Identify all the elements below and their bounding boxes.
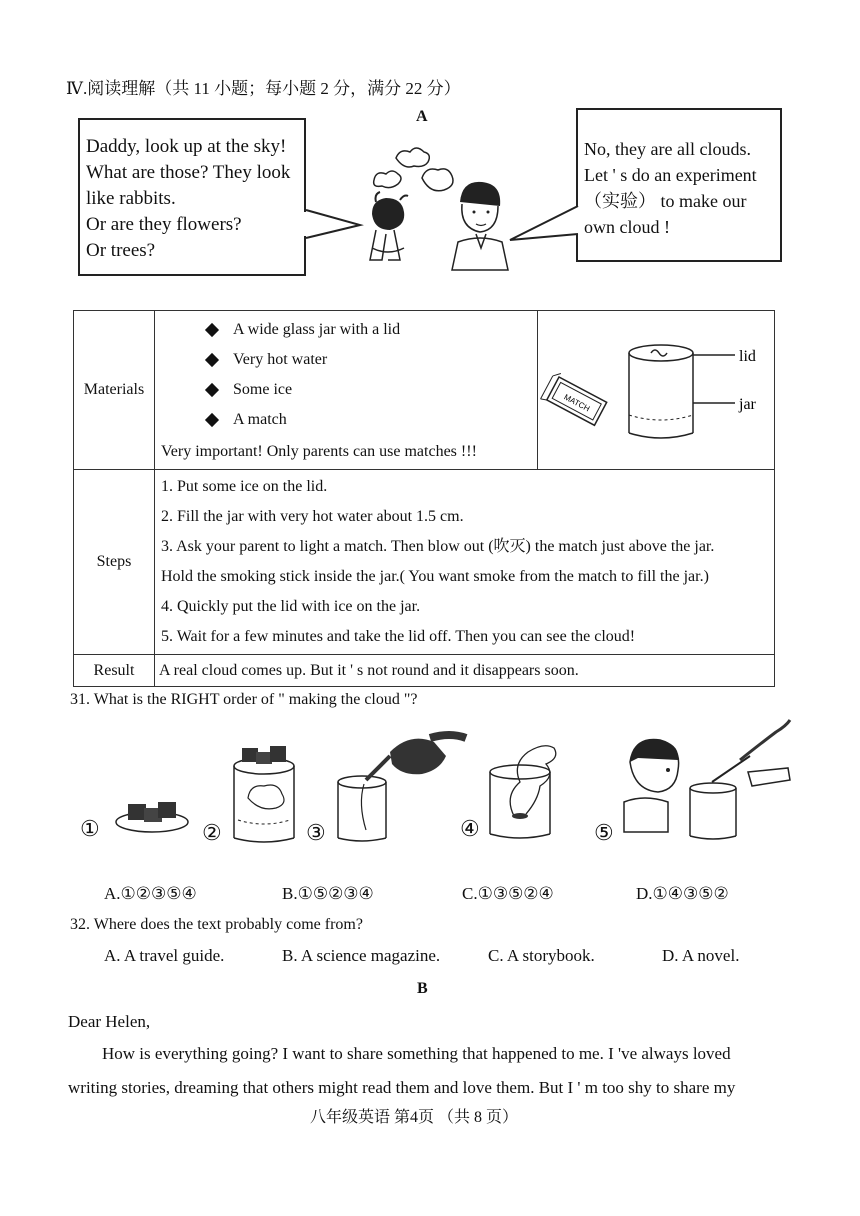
- bubble-line: Daddy, look up at the sky!: [86, 136, 287, 157]
- material-item: A wide glass jar with a lid: [233, 321, 401, 338]
- bubble-line: No, they are all clouds.: [584, 139, 751, 159]
- ice-on-lid-picture: [116, 802, 188, 832]
- q31-option-c[interactable]: C.①③⑤②④: [462, 884, 554, 903]
- step-item: 2. Fill the jar with very hot water about 1.5 cm.: [161, 508, 464, 525]
- picture-number: ⑤: [594, 820, 614, 845]
- letter-paragraph-line: How is everything going? I want to share something that happened to me. I 've always loved: [102, 1044, 731, 1063]
- blowing-match-picture: [624, 720, 790, 839]
- q31-option-a[interactable]: A.①②③⑤④: [104, 884, 197, 903]
- material-item: Very hot water: [233, 351, 328, 368]
- parents-warning: Very important! Only parents can use matches !!!: [161, 443, 477, 460]
- step-item: 4. Quickly put the lid with ice on the jar.: [161, 598, 421, 615]
- q31-option-d[interactable]: D.①④③⑤②: [636, 884, 729, 903]
- jar-label: jar: [739, 396, 756, 413]
- step-item: 3. Ask your parent to light a match. Then blow out (吹灭) the match just above the jar.: [161, 538, 715, 555]
- picture-number: ④: [460, 816, 480, 841]
- jar-with-smoke-picture: [490, 746, 556, 838]
- bubble-line: What are those? They look: [86, 162, 291, 183]
- experiment-pictures: [100, 712, 800, 852]
- speech-bubble-father: [576, 108, 782, 262]
- step-item: Hold the smoking stick inside the jar.( You want smoke from the match to fill the jar.): [161, 568, 709, 585]
- steps-label: Steps: [74, 470, 155, 655]
- material-item: Some ice: [233, 381, 293, 398]
- result-text: A real cloud comes up. But it ' s not round and it disappears soon.: [155, 655, 775, 687]
- step-item: 1. Put some ice on the lid.: [161, 478, 328, 495]
- steps-list: [155, 470, 775, 655]
- letter-paragraph-line: writing stories, dreaming that others might read them and love them. But I ' m too shy to share my: [68, 1078, 736, 1097]
- step-item: 5. Wait for a few minutes and take the lid off. Then you can see the cloud!: [161, 628, 636, 645]
- picture-number: ②: [202, 820, 222, 845]
- girl-and-father-illustration: [300, 130, 590, 280]
- pouring-water-picture: [338, 735, 466, 841]
- bubble-line: like rabbits.: [86, 188, 176, 209]
- jar-with-cloud-picture: [234, 746, 294, 842]
- experiment-table: [73, 310, 775, 687]
- question-31: 31. What is the RIGHT order of " making the cloud "?: [70, 691, 418, 708]
- q32-option-d[interactable]: D. A novel.: [662, 946, 740, 965]
- page-footer: 八年级英语 第4页 （共 8 页）: [310, 1109, 519, 1126]
- picture-number: ①: [80, 816, 100, 841]
- q31-option-b[interactable]: B.①⑤②③④: [282, 884, 374, 903]
- speech-bubble-girl: [78, 118, 306, 276]
- q32-option-b[interactable]: B. A science magazine.: [282, 946, 441, 965]
- material-item: A match: [233, 411, 287, 428]
- question-32: 32. Where does the text probably come from?: [70, 916, 363, 933]
- lid-label: lid: [739, 348, 756, 365]
- section-heading: Ⅳ.阅读理解（共 11 小题；每小题 2 分，满分 22 分）: [66, 79, 461, 98]
- bubble-line: own cloud !: [584, 217, 670, 237]
- matchbox-label: MATCH: [562, 392, 592, 414]
- part-b-label: B: [417, 980, 428, 997]
- jar-and-match-figure: [538, 311, 775, 470]
- part-a-label: A: [416, 108, 428, 125]
- bubble-line: Let ' s do an experiment: [584, 165, 757, 185]
- bubble-line: Or are they flowers?: [86, 214, 242, 235]
- bubble-line: Or trees?: [86, 240, 156, 261]
- q32-option-a[interactable]: A. A travel guide.: [104, 946, 225, 965]
- letter-salutation: Dear Helen,: [68, 1012, 151, 1031]
- picture-number: ③: [306, 820, 326, 845]
- materials-list: [155, 311, 538, 470]
- q32-option-c[interactable]: C. A storybook.: [488, 946, 595, 965]
- result-label: Result: [74, 655, 155, 687]
- bubble-line: （实验） to make our: [584, 191, 747, 211]
- materials-label: Materials: [74, 311, 155, 470]
